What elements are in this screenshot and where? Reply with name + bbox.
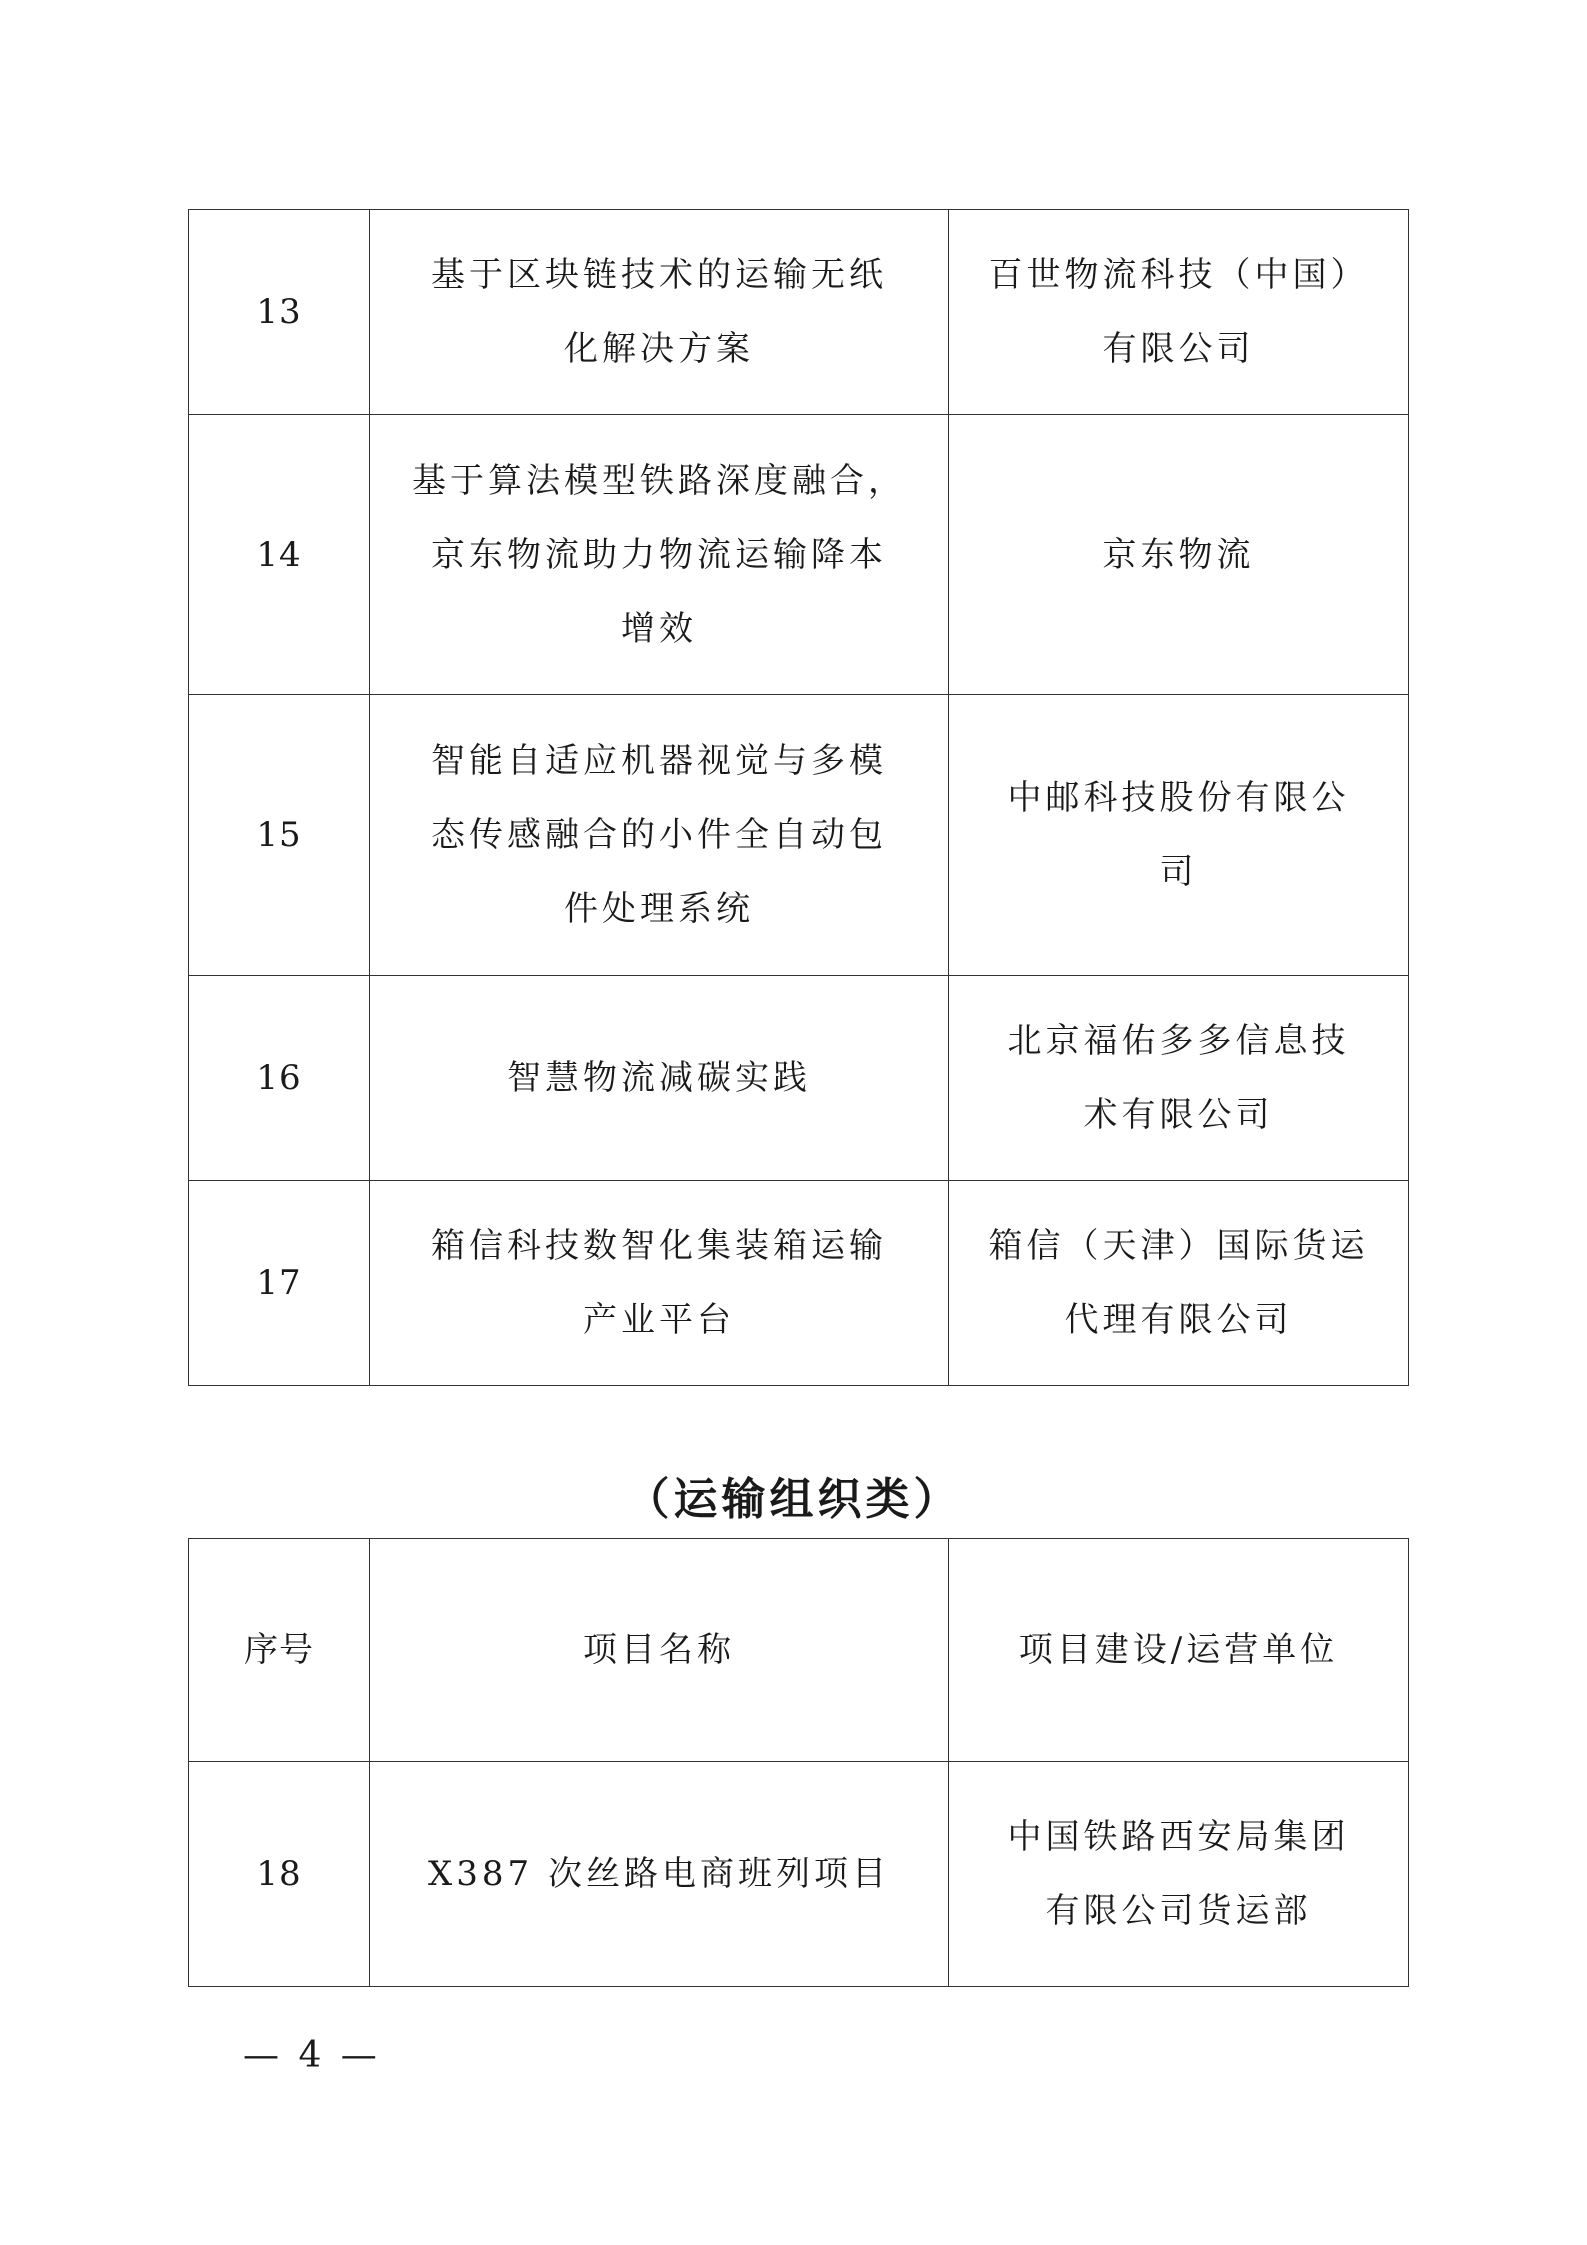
header-operator: 项目建设/运营单位 — [949, 1539, 1409, 1762]
transport-organization-table — [188, 1538, 1409, 1987]
operator-name — [949, 1762, 1409, 1987]
table-row — [189, 695, 1409, 976]
operator-name — [949, 695, 1409, 976]
project-name — [370, 1762, 949, 1987]
row-number: 16 — [189, 976, 370, 1181]
table-row — [189, 210, 1409, 415]
project-name-line: 增效 — [621, 608, 697, 649]
section-heading: （运输组织类） — [625, 1474, 962, 1525]
project-name-line: 件处理系统 — [564, 889, 754, 929]
project-table-continued — [188, 209, 1409, 1386]
project-name — [370, 1181, 949, 1386]
operator-name-line: 有限公司货运部 — [1045, 1891, 1312, 1931]
project-name-line: 京东物流助力物流运输降本 — [431, 534, 887, 575]
table-row — [189, 1181, 1409, 1386]
table-row — [189, 415, 1409, 695]
table-row — [189, 976, 1409, 1181]
operator-name — [949, 976, 1409, 1181]
project-name-line: 产业平台 — [583, 1300, 735, 1340]
operator-name-line: 京东物流 — [1102, 534, 1255, 575]
project-name-line: 基于算法模型铁路深度融合， — [412, 460, 906, 501]
project-name-line: X387 次丝路电商班列项目 — [428, 1854, 890, 1894]
operator-name-line: 有限公司 — [1102, 329, 1255, 369]
project-name-line: 基于区块链技术的运输无纸 — [431, 255, 887, 295]
operator-name-line: 中邮科技股份有限公 — [1007, 778, 1350, 818]
header-project-name: 项目名称 — [370, 1539, 949, 1762]
operator-name — [949, 415, 1409, 695]
project-name-line: 智慧物流减碳实践 — [507, 1058, 811, 1098]
project-name — [370, 210, 949, 415]
header-number: 序号 — [189, 1539, 370, 1762]
project-name-line: 箱信科技数智化集装箱运输 — [431, 1226, 887, 1266]
project-name — [370, 976, 949, 1181]
operator-name-line: 司 — [1159, 852, 1198, 892]
operator-name-line: 箱信（天津）国际货运 — [988, 1226, 1369, 1266]
row-number: 18 — [189, 1762, 370, 1987]
project-name-line: 智能自适应机器视觉与多模 — [431, 741, 887, 781]
table-header-row — [189, 1539, 1409, 1762]
table-row — [189, 1762, 1409, 1987]
project-name-line: 化解决方案 — [564, 329, 754, 369]
operator-name-line: 中国铁路西安局集团 — [1007, 1817, 1350, 1857]
operator-name-line: 百世物流科技（中国） — [988, 255, 1369, 295]
row-number: 17 — [189, 1181, 370, 1386]
row-number: 15 — [189, 695, 370, 976]
operator-name-line: 北京福佑多多信息技 — [1007, 1021, 1350, 1061]
operator-name — [949, 210, 1409, 415]
row-number: 13 — [189, 210, 370, 415]
project-name — [370, 415, 949, 695]
project-name-line: 态传感融合的小件全自动包 — [431, 815, 887, 855]
page-number: — 4 — — [243, 2035, 381, 2076]
operator-name-line: 代理有限公司 — [1064, 1300, 1293, 1340]
operator-name — [949, 1181, 1409, 1386]
row-number: 14 — [189, 415, 370, 695]
operator-name-line: 术有限公司 — [1083, 1095, 1274, 1135]
project-name — [370, 695, 949, 976]
